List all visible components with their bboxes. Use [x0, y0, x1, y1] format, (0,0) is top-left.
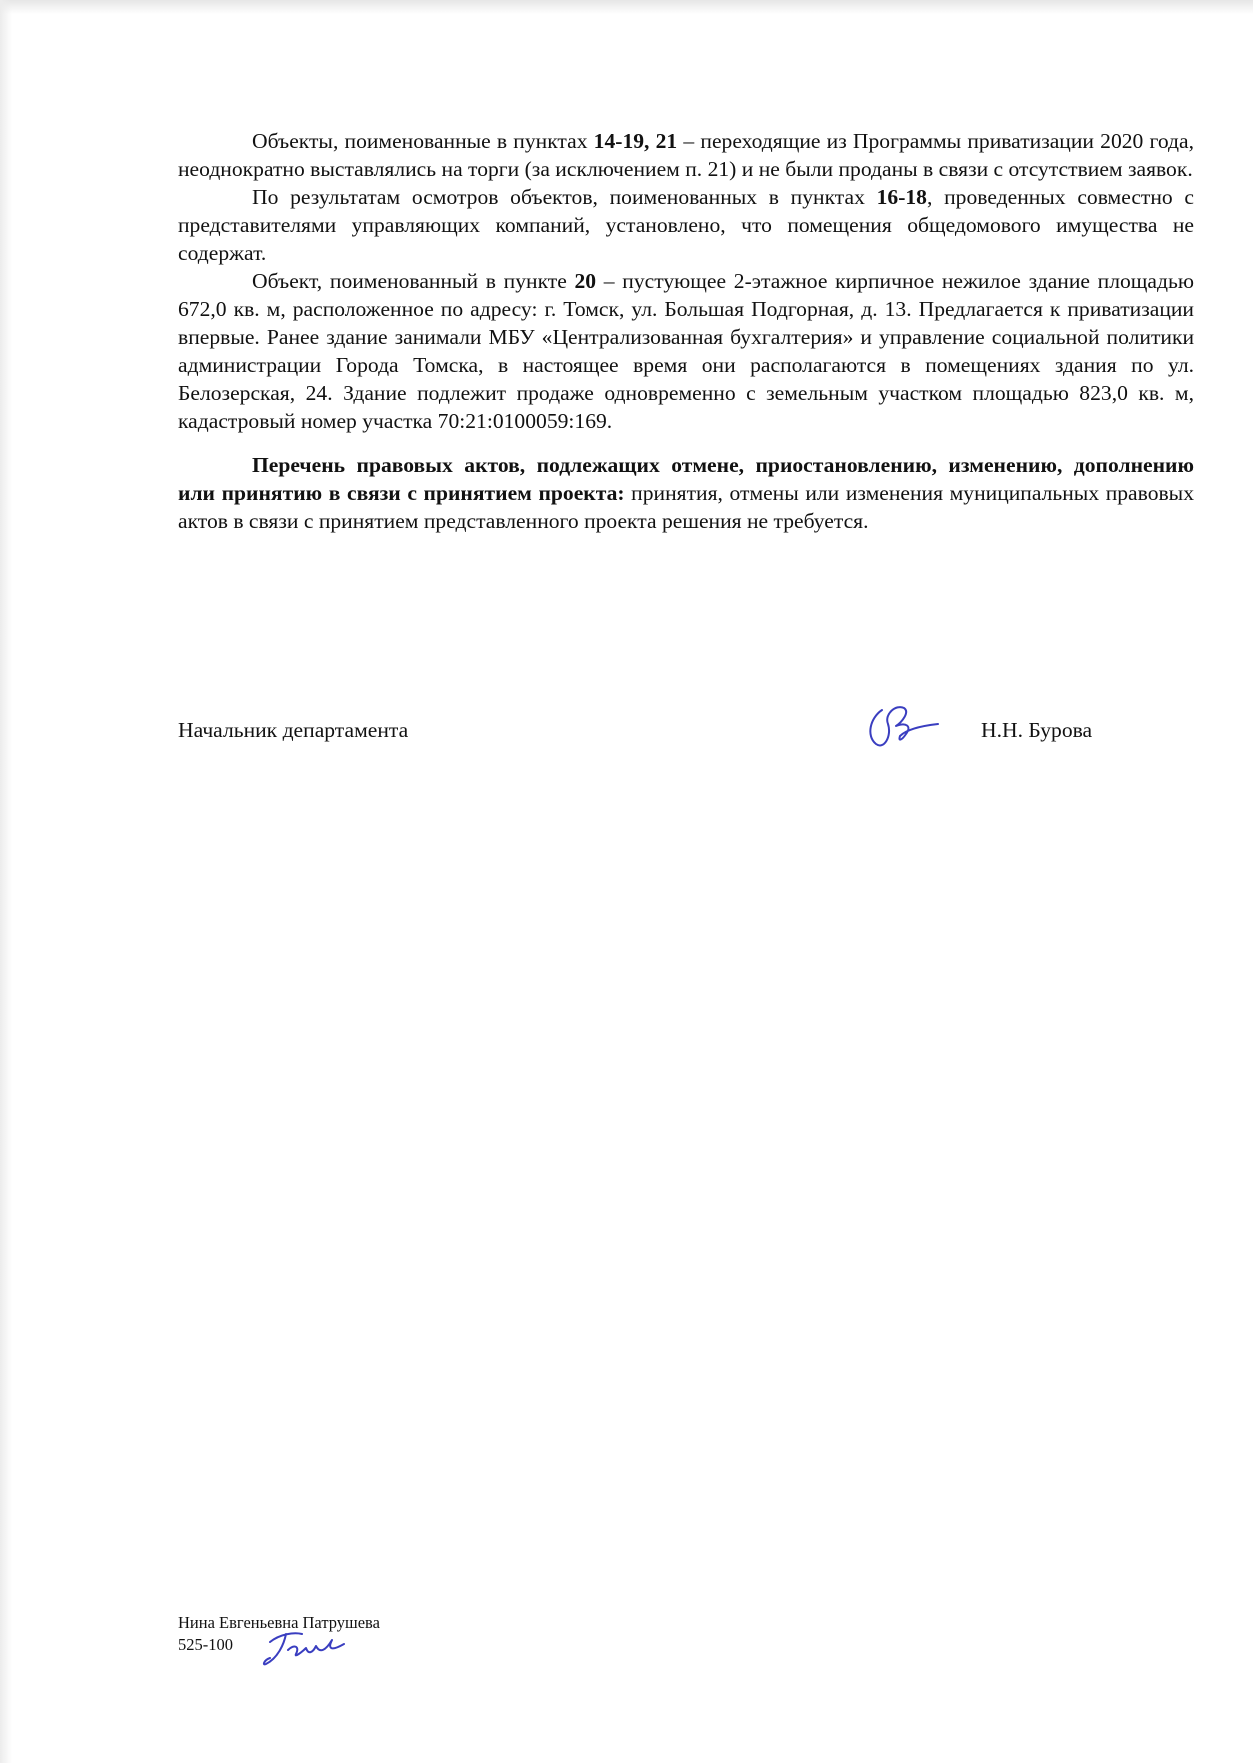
document-body [178, 127, 1194, 535]
paragraph-3-part-1: Объект, поименованный в пункте [252, 269, 575, 293]
paragraph-1-part-1: Объекты, поименованные в пунктах [252, 129, 594, 153]
paragraph-2-item-numbers: 16-18 [876, 185, 927, 209]
paragraph-4 [178, 451, 1194, 535]
executor-name: Нина Евгеньевна Патрушева [178, 1613, 380, 1632]
paragraph-1-part-3: – переходящие из Программы приватизации 2020 года, неоднократно выставлялись на торги (за исключением п. 21) и не были проданы в связи с отсутствием заявок. [178, 129, 1194, 181]
paragraph-1-item-numbers: 14-19, 21 [593, 129, 678, 153]
scan-edge-left [0, 0, 12, 1763]
paragraph-3 [178, 267, 1194, 435]
paragraph-3-item-number: 20 [574, 269, 597, 293]
paragraph-4-part-2: принятия, отмены или изменения муниципальных правовых актов в связи с принятием представленного проекта решения не требуется. [178, 481, 1194, 533]
paragraph-4-heading: Перечень правовых актов, подлежащих отмене, приостановлению, изменению, дополнению или принятию в связи с принятием проекта: [178, 453, 1194, 505]
signatory-name: Н.Н. Бурова [981, 718, 1093, 742]
paragraph-2-part-3: , проведенных совместно с представителями управляющих компаний, установлено, что помещения общедомового имущества не содержат. [178, 185, 1194, 265]
paragraph-2-part-1: По результатам осмотров объектов, поименованных в пунктах [252, 185, 877, 209]
signatory-position: Начальник департамента [178, 718, 409, 742]
paragraph-3-part-3: – пустующее 2-этажное кирпичное нежилое здание площадью 672,0 кв. м, расположенное по адресу: г. Томск, ул. Большая Подгорная, д. 13. Предлагается к приватизации впервые. Ранее здание занимали МБУ «Централизованная бухгалтерия» и управление социальной политики администрации Города Томска, в настоящее время они располагаются в помещениях здания по ул. Белозерская, 24. Здание подлежит продаже одновременно с земельным участком площадью 823,0 кв. м, кадастровый номер участка 70:21:0100059:169. [178, 269, 1194, 433]
handwritten-signature-icon [862, 696, 942, 756]
paragraph-1 [178, 127, 1194, 183]
scan-edge-top [0, 0, 1253, 14]
executor-signature-icon [258, 1624, 348, 1672]
executor-phone-row [178, 1634, 380, 1658]
executor-footer [178, 1612, 380, 1658]
executor-phone: 525-100 [178, 1635, 233, 1654]
paragraph-2 [178, 183, 1194, 267]
signature-block [178, 716, 1194, 756]
